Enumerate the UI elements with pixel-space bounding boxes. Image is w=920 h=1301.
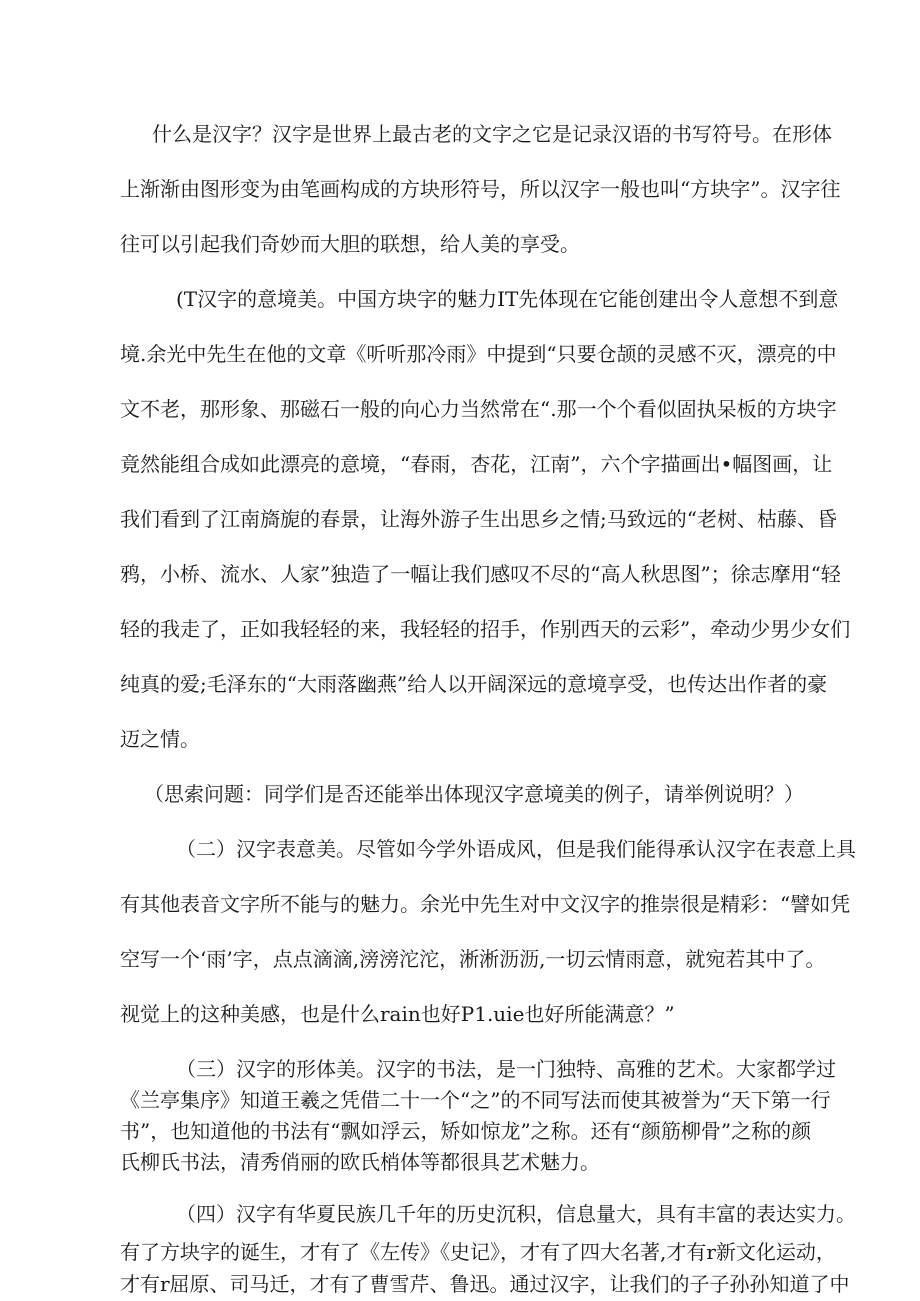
text-line: 往可以引起我们奇妙而大胆的联想，给人美的享受。	[120, 232, 580, 256]
text-line: （三）汉字的形体美。汉字的书法，是一门独特、高雅的艺术。大家都学过	[176, 1057, 836, 1081]
text-line: 轻的我走了，正如我轻轻的来，我轻轻的招手，作别西天的云彩”，牵动少男少女们	[120, 617, 851, 641]
text-line: 《兰亭集序》知道王羲之凭借二十一个“之”的不同写法而使其被誉为“天下第一行	[120, 1088, 831, 1112]
text-line: （二）汉字表意美。尽管如今学外语成风，但是我们能得承认汉字在表意上具	[176, 837, 856, 861]
text-line: （四）汉字有华夏民族几千年的历史沉积，信息量大，具有丰富的表达实力。	[176, 1202, 856, 1226]
text-line: （思索问题：同学们是否还能举出体现汉字意境美的例子，请举例说明？）	[144, 782, 804, 806]
text-line: 书”，也知道他的书法有“飘如浮云，矫如惊龙”之称。还有“颜筋柳骨”之称的颜	[120, 1119, 812, 1143]
text-line: 氏柳氏书法，清秀俏丽的欧氏梢体等都很具艺术魅力。	[120, 1150, 600, 1174]
text-line: 才有r屈原、司马迁，才有了曹雪芹、鲁迅。通过汉字，让我们的子子孙孙知道了中	[120, 1272, 850, 1296]
text-line: 境.余光中先生在他的文章《听听那冷雨》中提到“只要仓颉的灵感不灭，漂亮的中	[120, 342, 837, 366]
text-line: 文不老，那形象、那磁石一般的向心力当然常在“.那一个个看似固执呆板的方块字	[120, 397, 837, 421]
text-line: 鸦，小桥、流水、人家”独造了一幅让我们感叹不尽的“高人秋思图”；徐志摩用“轻	[120, 562, 841, 586]
text-line: 迈之情。	[120, 727, 200, 751]
text-line: 有其他表音文字所不能与的魅力。余光中先生对中文汉字的推崇很是精彩：“譬如凭	[120, 892, 851, 916]
text-line: 什么是汉字？汉字是世界上最古老的文字之它是记录汉语的书写符号。在形体	[152, 122, 832, 146]
text-line: 有了方块字的诞生，才有了《左传》《史记》，才有了四大名著,才有r新文化运动，	[120, 1240, 836, 1264]
text-line: 上渐渐由图形变为由笔画构成的方块形符号，所以汉字一般也叫“方块字”。汉字往	[120, 177, 841, 201]
text-line: 视觉上的这种美感，也是什么rain也好P1.uie也好所能满意？”	[120, 1002, 675, 1026]
text-line: (T汉字的意境美。中国方块字的魅力IT先体现在它能创建出令人意想不到意	[176, 287, 839, 311]
text-line: 竟然能组合成如此漂亮的意境，“春雨，杏花，江南”，六个字描画出•幅图画，让	[120, 452, 833, 476]
text-line: 纯真的爱;毛泽东的“大雨落幽燕”给人以开阔深远的意境享受，也传达出作者的豪	[120, 672, 828, 696]
text-line: 空写一个‘雨’字，点点滴滴,滂滂沱沱，淅淅沥沥,一切云情雨意，就宛若其中了。	[120, 947, 826, 971]
text-line: 我们看到了江南旖旎的春景，让海外游子生出思乡之情;马致远的“老树、枯藤、昏	[120, 507, 837, 531]
